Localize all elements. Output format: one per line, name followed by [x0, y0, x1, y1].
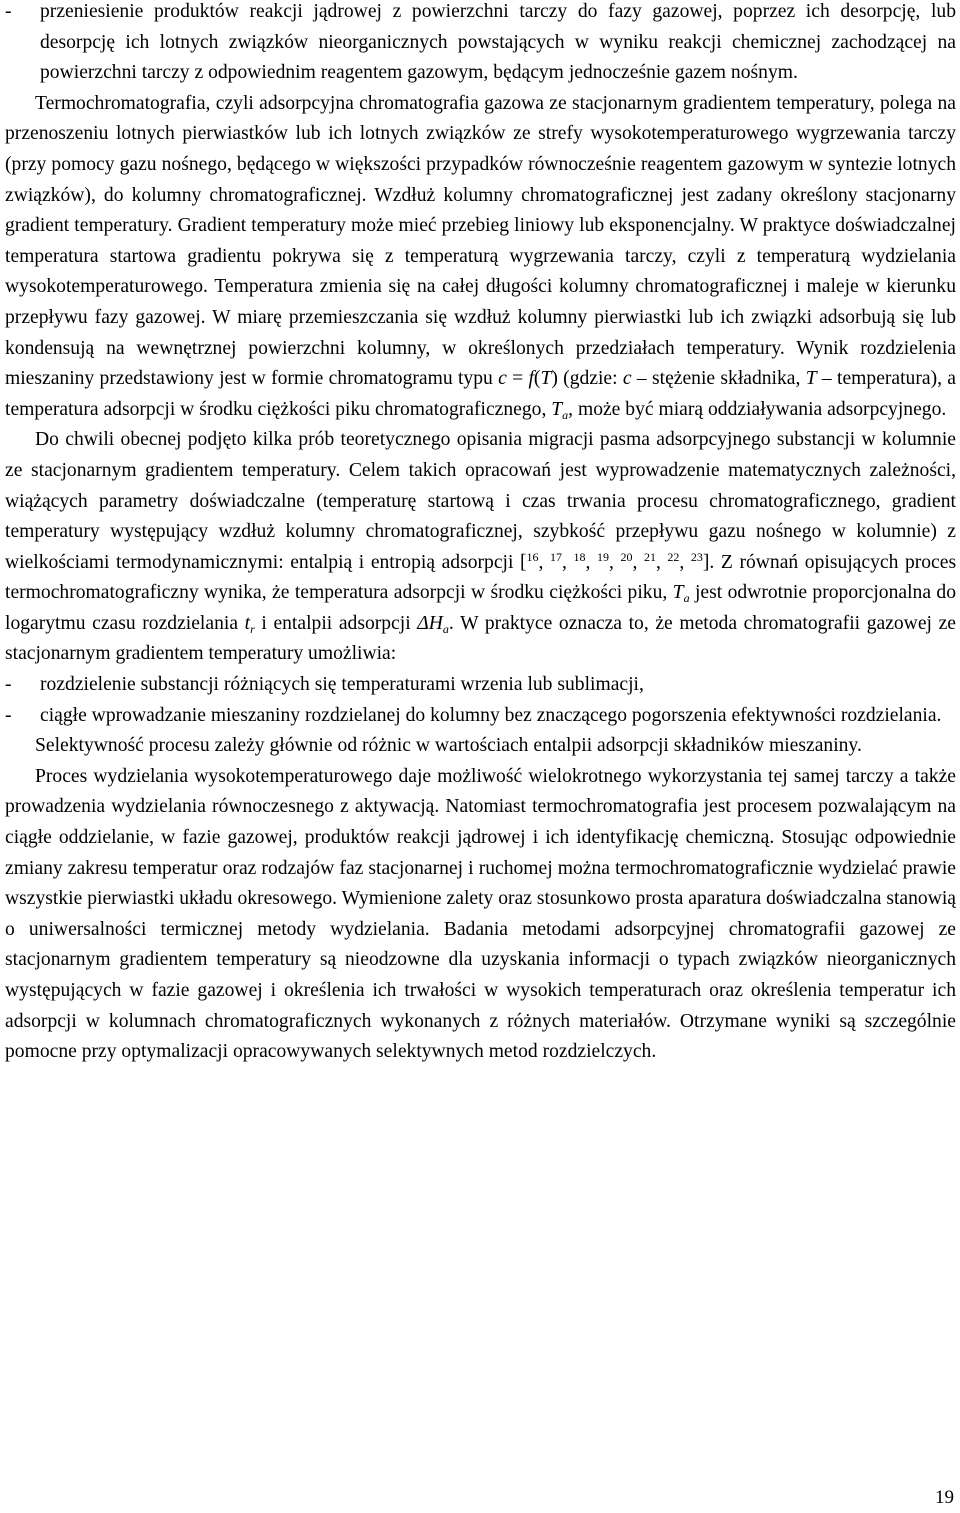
citation-refs: 16	[526, 549, 539, 564]
list-dash: -	[5, 704, 12, 726]
paragraph-theory: Do chwili obecnej podjęto kilka prób teoretycznego opisania migracji pasma adsorpcyjnego substancji w kolumnie ze stacjonarnym gradientem temperatury. Celem takich opracowań jest wyprowadzenie matematycznych zależności, wiążących parametry doświadczalne (temperaturę startową i czas trwania procesu chromatograficznego, gradient temperatury występujący wzdłuż kolumny chromatograficznej, szybkość przepływu gazu nośnego w kolumnie) z wielkościami termodynamicznymi: entalpią i entropią adsorpcji [$^{16}$, $^{17}$, $^{18}$, $^{19}$, $^{20}$, $^{21}$, $^{22}$, $^{23}$]. Z równań opisujących proces termochromatograficzny wynika, że temperatura adsorpcji w środku ciężkości piku, $T_a$ jest odwrotnie proporcjonalna do logarytmu czasu rozdzielania $t_r$ i entalpii adsorpcji $\Delta H_a$. W praktyce oznacza to, że metoda chromatografii gazowej ze stacjonarnym gradientem temperatury umożliwia:	[5, 429, 957, 665]
document-page	[5, 0, 956, 1068]
page-number: 19	[935, 1487, 954, 1508]
list-item	[5, 0, 956, 89]
list-dash: -	[5, 674, 12, 696]
list-item	[5, 670, 956, 701]
paragraph-termochromatografia: Termochromatografia, czyli adsorpcyjna chromatografia gazowa ze stacjonarnym gradientem temperatury, polega na przenoszeniu lotnych pierwiastków lub ich lotnych związków ze strefy wysokotemperaturowego wygrzewania tarczy (przy pomocy gazu nośnego, będącego w większości przypadków równocześnie reagentem gazowym w syntezie lotnych związków), do kolumny chromatograficznej. Wzdłuż kolumny chromatograficznej jest zadany określony stacjonarny gradient temperatury. Gradient temperatury może mieć przebieg liniowy lub eksponencjalny. W praktyce doświadczalnej temperatura startowa gradientu pokrywa się z temperaturą wygrzewania tarczy, czyli z temperaturą wydzielania wysokotemperaturowego. Temperatura zmienia się na całej długości kolumny chromatograficznej i maleje w kierunku przepływu fazy gazowej. W miarę przemieszczania się wzdłuż kolumny pierwiastki lub ich związki adsorbują się lub kondensują na wewnętrznej powierzchni kolumny, w określonych przedziałach temperatury. Wynik rozdzielenia mieszaniny przedstawiony jest w formie chromatogramu typu c = f(T) (gdzie: c – stężenie składnika, T – temperatura), a temperatura adsorpcji w środku ciężkości piku chromatograficznego, $T_a$, może być miarą oddziaływania adsorpcyjnego.	[5, 92, 956, 422]
paragraph-selectivity: Selektywność procesu zależy głównie od różnic w wartościach entalpii adsorpcji składników mieszaniny.	[35, 735, 862, 757]
list-dash: -	[5, 1, 12, 22]
list-item-text: ciągłe wprowadzanie mieszaniny rozdzielanej do kolumny bez znaczącego pogorszenia efektywności rozdzielania.	[40, 704, 942, 726]
list-item	[5, 701, 956, 732]
list-item-text: rozdzielenie substancji różniących się temperaturami wrzenia lub sublimacji,	[40, 674, 644, 696]
list-item-text: przeniesienie produktów reakcji jądrowej z powierzchni tarczy do fazy gazowej, poprzez ich desorpcję, lub desorpcję ich lotnych związków nieorganicznych powstających w wyniku reakcji chemicznej zachodzącej na powierzchni tarczy z odpowiednim reagentem gazowym, będącym jednocześnie gazem nośnym.	[40, 1, 956, 84]
paragraph-process: Proces wydzielania wysokotemperaturowego daje możliwość wielokrotnego wykorzystania tej samej tarczy a także prowadzenia wydzielania równoczesnego z aktywacją. Natomiast termochromatografia jest procesem pozwalającym na ciągłe oddzielanie, w fazie gazowej, produktów reakcji jądrowej i ich identyfikację chemiczną. Stosując odpowiednie zmiany zakresu temperatur oraz rodzajów faz stacjonarnej i ruchomej można termochromatograficznie wydzielać prawie wszystkie pierwiastki układu okresowego. Wymienione zalety oraz stosunkowo prosta aparatura doświadczalna stanowią o uniwersalności termicznej metody wydzielania. Badania metodami adsorpcyjnej chromatografii gazowej ze stacjonarnym gradientem temperatury są nieodzowne dla uzyskania informacji o typach związków nieorganicznych występujących w fazie gazowej i określenia ich trwałości w wysokich temperaturach oraz określenia temperatur ich adsorpcji w kolumnach chromatograficznych wykonanych z różnych materiałów. Otrzymane wyniki są szczególnie pomocne przy optymalizacji opracowywanych selektywnych metod rozdzielczych.	[5, 765, 956, 1063]
